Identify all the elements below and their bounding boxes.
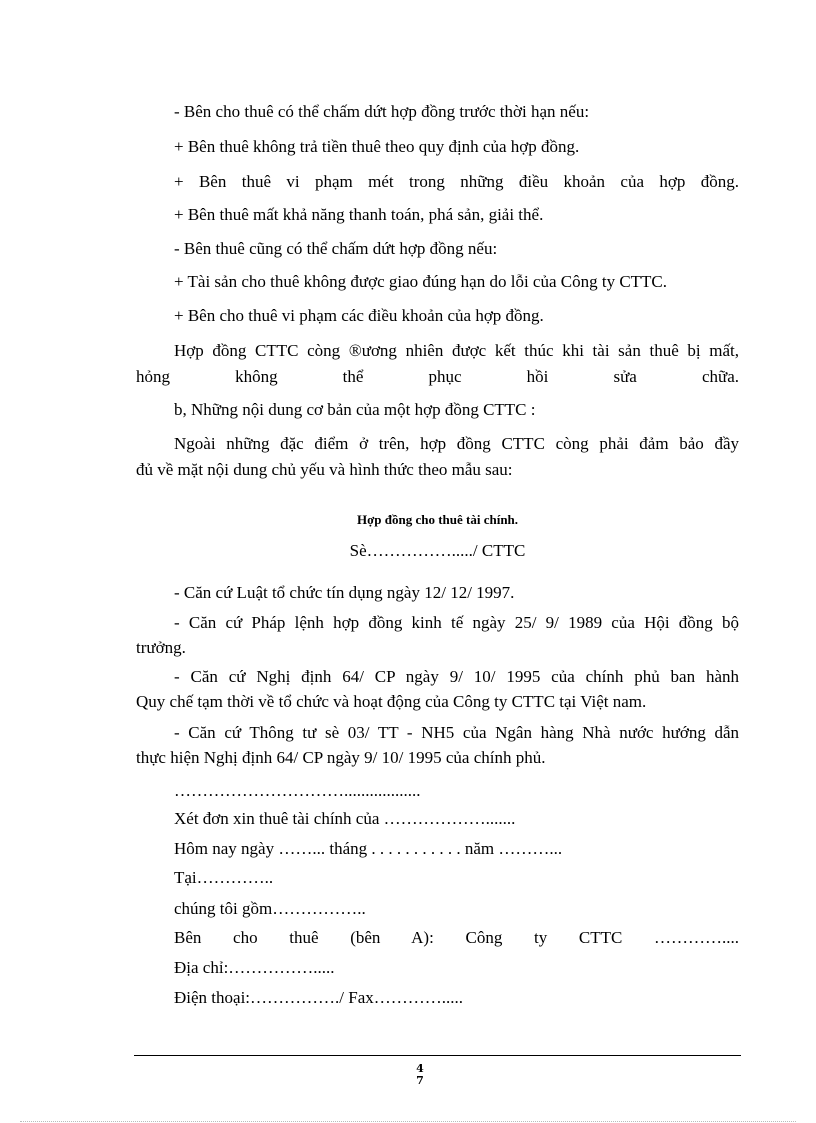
paragraph: Hôm nay ngày ……... tháng . . . . . . . . . . . năm ………... [174, 839, 563, 858]
paragraph: + Tài sản cho thuê không được giao đúng hạn do lỗi của Công ty CTTC. [174, 272, 668, 291]
paragraph: + Bên thuê mất khả năng thanh toán, phá sản, giải thể. [174, 205, 544, 224]
paragraph: - Bên thuê cũng có thể chấm dứt hợp đồng nếu: [174, 239, 498, 258]
paragraph: đủ về mặt nội dung chủ yếu và hình thức theo mẫu sau: [136, 460, 513, 479]
paragraph: trưởng. [136, 638, 186, 657]
page-edge-divider [20, 1121, 796, 1122]
paragraph: Ngoài những đặc điểm ở trên, hợp đồng CTTC còng phải đảm bảo đầy [174, 434, 739, 453]
page-number-top: 4 [416, 1062, 424, 1075]
paragraph: + Bên thuê vi phạm mét trong những điều khoản của hợp đồng. [174, 172, 739, 191]
paragraph: Quy chế tạm thời về tổ chức và hoạt động của Công ty CTTC tại Việt nam. [136, 692, 647, 711]
paragraph: - Căn cứ Pháp lệnh hợp đồng kinh tế ngày 25/ 9/ 1989 của Hội đồng bộ [174, 613, 739, 632]
paragraph: + Bên cho thuê vi phạm các điều khoản của hợp đồng. [174, 306, 544, 325]
contract-number: Sè……………...../ CTTC [349, 541, 526, 560]
paragraph: Điện thoại:……………./ Fax…………..... [174, 988, 463, 1007]
paragraph: Hợp đồng CTTC còng ®ương nhiên được kết thúc khi tài sản thuê bị mất, [174, 341, 739, 360]
paragraph: - Căn cứ Nghị định 64/ CP ngày 9/ 10/ 1995 của chính phủ ban hành [174, 667, 739, 686]
paragraph: Xét đơn xin thuê tài chính của ………………....... [174, 809, 516, 828]
paragraph: - Căn cứ Thông tư sè 03/ TT - NH5 của Ngân hàng Nhà nước hướng dẫn [174, 723, 739, 742]
paragraph: thực hiện Nghị định 64/ CP ngày 9/ 10/ 1995 của chính phủ. [136, 748, 546, 767]
paragraph: Tại………….. [174, 868, 274, 887]
paragraph: - Căn cứ Luật tổ chức tín dụng ngày 12/ 12/ 1997. [174, 583, 515, 602]
contract-title: Hợp đồng cho thuê tài chính. [356, 512, 519, 527]
footer-divider [134, 1055, 741, 1056]
page-number-bottom: 7 [416, 1074, 424, 1087]
paragraph: hỏng không thể phục hồi sửa chữa. [136, 367, 739, 386]
paragraph: chúng tôi gồm…………….. [174, 899, 366, 918]
paragraph: Địa chỉ:……………..... [174, 958, 335, 977]
dotted-line: ………………………….................. [174, 781, 421, 800]
paragraph: - Bên cho thuê có thể chấm dứt hợp đồng trước thời hạn nếu: [174, 102, 590, 121]
paragraph: + Bên thuê không trả tiền thuê theo quy định của hợp đồng. [174, 137, 580, 156]
paragraph: Bên cho thuê (bên A): Công ty CTTC ………….... [174, 928, 739, 947]
paragraph: b, Những nội dung cơ bản của một hợp đồng CTTC : [174, 400, 536, 419]
